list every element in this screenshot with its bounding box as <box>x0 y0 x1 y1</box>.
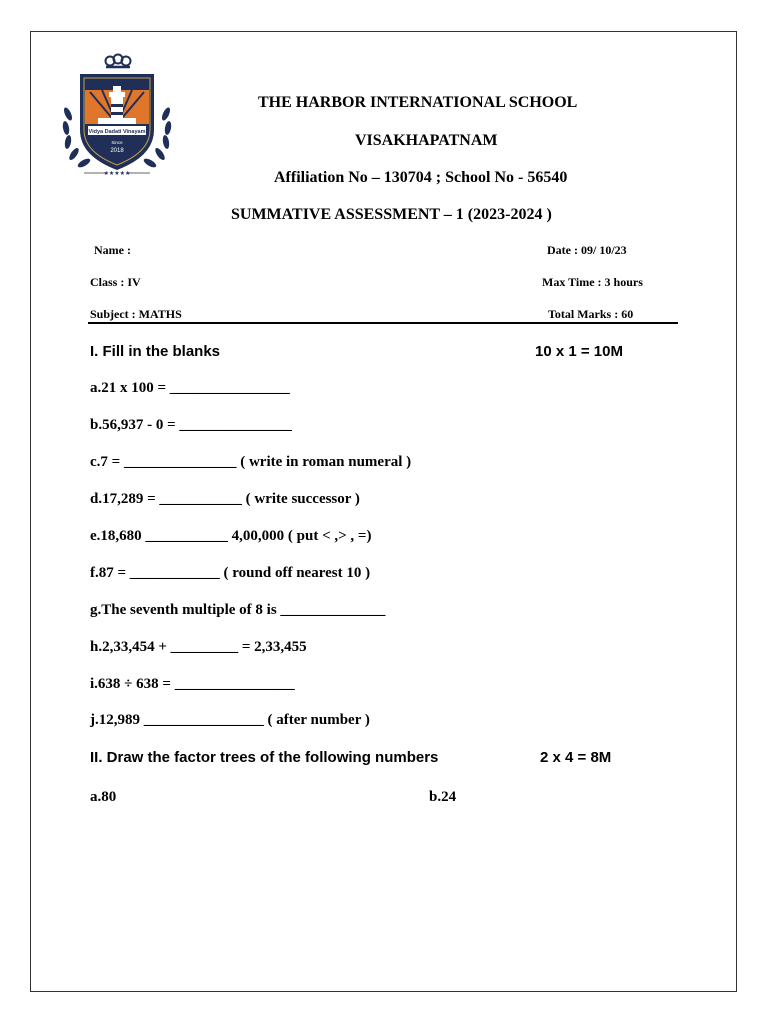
question-a: a.21 x 100 = ________________ <box>90 380 290 396</box>
max-time-label: Max Time : 3 hours <box>542 275 643 289</box>
question-f: f.87 = ____________ ( round off nearest 10 ) <box>90 565 371 581</box>
logo-since: Since <box>111 140 123 145</box>
subject-label: Subject : MATHS <box>90 307 182 321</box>
school-city: VISAKHAPATNAM <box>355 132 498 149</box>
question-i: i.638 ÷ 638 = ________________ <box>90 676 295 692</box>
factor-item-a: a.80 <box>90 789 117 805</box>
section1-marks: 10 x 1 = 10M <box>535 343 623 360</box>
date-label: Date : 09/ 10/23 <box>547 243 627 257</box>
exam-title: SUMMATIVE ASSESSMENT – 1 (2023-2024 ) <box>231 206 552 223</box>
class-label: Class : IV <box>90 275 141 289</box>
section1-title: I. Fill in the blanks <box>90 343 221 360</box>
school-crest-logo <box>58 52 176 178</box>
question-c: c.7 = _______________ ( write in roman numeral ) <box>90 454 412 470</box>
section2-marks: 2 x 4 = 8M <box>540 749 612 766</box>
crown-icon <box>106 55 131 68</box>
logo-motto: Vidya Dadati Vinayam <box>88 129 146 135</box>
logo-year: 2018 <box>110 148 124 154</box>
question-g: g.The seventh multiple of 8 is ______________ <box>90 602 386 618</box>
affiliation-line: Affiliation No – 130704 ; School No - 56540 <box>274 169 568 186</box>
factor-item-b: b.24 <box>429 789 457 805</box>
question-b: b.56,937 - 0 = _______________ <box>90 417 292 433</box>
stars-icon: ★★★★★ <box>103 170 131 177</box>
question-j: j.12,989 ________________ ( after number ) <box>90 712 370 728</box>
school-name: THE HARBOR INTERNATIONAL SCHOOL <box>258 94 578 111</box>
total-marks-label: Total Marks : 60 <box>548 307 634 321</box>
header-divider <box>88 322 678 324</box>
name-label: Name : <box>94 243 131 257</box>
question-h: h.2,33,454 + _________ = 2,33,455 <box>90 639 307 655</box>
question-d: d.17,289 = ___________ ( write successor ) <box>90 491 360 507</box>
section2-title: II. Draw the factor trees of the following numbers <box>90 749 439 766</box>
question-e: e.18,680 ___________ 4,00,000 ( put < ,> , =) <box>90 528 372 544</box>
